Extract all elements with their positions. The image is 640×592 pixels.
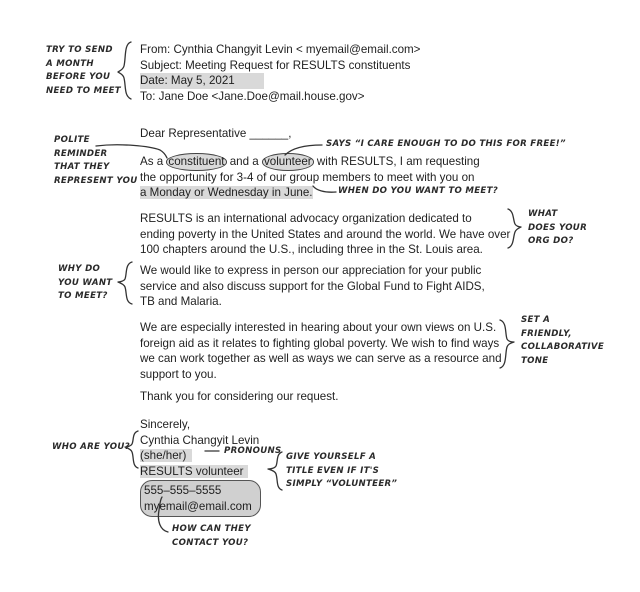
note-says-care: SAYS “I CARE ENOUGH TO DO THIS FOR FREE!” — [326, 139, 566, 149]
note-send-month: TRY TO SEND A MONTH BEFORE YOU NEED TO MEET — [46, 45, 121, 96]
paragraph-org: RESULTS is an international advocacy organization dedicated to ending poverty in the United States and around the world. We have over 100 chapters around the U.S., including three in the St. Louis area. — [140, 212, 511, 256]
signer-pronouns: (she/her) — [140, 449, 192, 462]
brace-tone — [500, 320, 514, 368]
meeting-day-phrase: a Monday or Wednesday in June. — [140, 186, 313, 199]
paragraph-interest: We are especially interested in hearing about your own views on U.S. foreign aid as it relates to fighting global poverty. We wish to find ways we can work together as well as ways we can serve as a resource and support to you. — [140, 321, 502, 381]
note-friendly-tone: SET A FRIENDLY, COLLABORATIVE TONE — [521, 315, 604, 366]
signer-title: RESULTS volunteer — [140, 465, 248, 478]
signer-email: myemail@email.com — [144, 499, 252, 513]
to-line: To: Jane Doe <Jane.Doe@mail.house.gov> — [140, 89, 365, 103]
from-line: From: Cynthia Changyit Levin < myemail@email.com> — [140, 43, 421, 56]
note-give-title: GIVE YOURSELF A TITLE EVEN IF IT'S SIMPLY “VOLUNTEER” — [286, 452, 398, 489]
note-what-org: WHAT DOES YOUR ORG DO? — [528, 209, 588, 246]
note-why-meet: WHY DO YOU WANT TO MEET? — [58, 264, 113, 301]
volunteer-word: volunteer — [262, 153, 314, 171]
paragraph-why: We would like to express in person our appreciation for your public service and also discuss support for the Global Fund to Fight AIDS, TB and Malaria. — [140, 264, 485, 308]
salutation: Dear Representative ______, — [140, 127, 292, 140]
brace-why — [118, 262, 132, 304]
thanks-line: Thank you for considering our request. — [140, 390, 339, 403]
note-who-are-you: WHO ARE YOU? — [52, 442, 130, 452]
signer-phone: 555–555–5555 — [144, 484, 222, 497]
signature-block — [140, 417, 261, 517]
subject-line: Subject: Meeting Request for RESULTS constituents — [140, 58, 411, 72]
signer-name: Cynthia Changyit Levin — [140, 433, 260, 447]
date-line: Date: May 5, 2021 — [140, 73, 264, 89]
contact-info — [140, 480, 261, 517]
note-when-meet: WHEN DO YOU WANT TO MEET? — [338, 186, 499, 196]
email-header — [140, 42, 420, 104]
note-polite-reminder: POLITE REMINDER THAT THEY REPRESENT YOU — [54, 135, 138, 186]
constituent-word: constituent — [166, 153, 226, 171]
note-contact: HOW CAN THEY CONTACT YOU? — [172, 524, 251, 548]
paragraph-request: As a constituent and a volunteer with RESULTS, I am requesting the opportunity for 3-4 of our group members to meet with you on a Monday or Wednesday in June. — [140, 155, 480, 199]
note-pronouns: PRONOUNS — [224, 446, 282, 456]
signoff: Sincerely, — [140, 418, 191, 431]
